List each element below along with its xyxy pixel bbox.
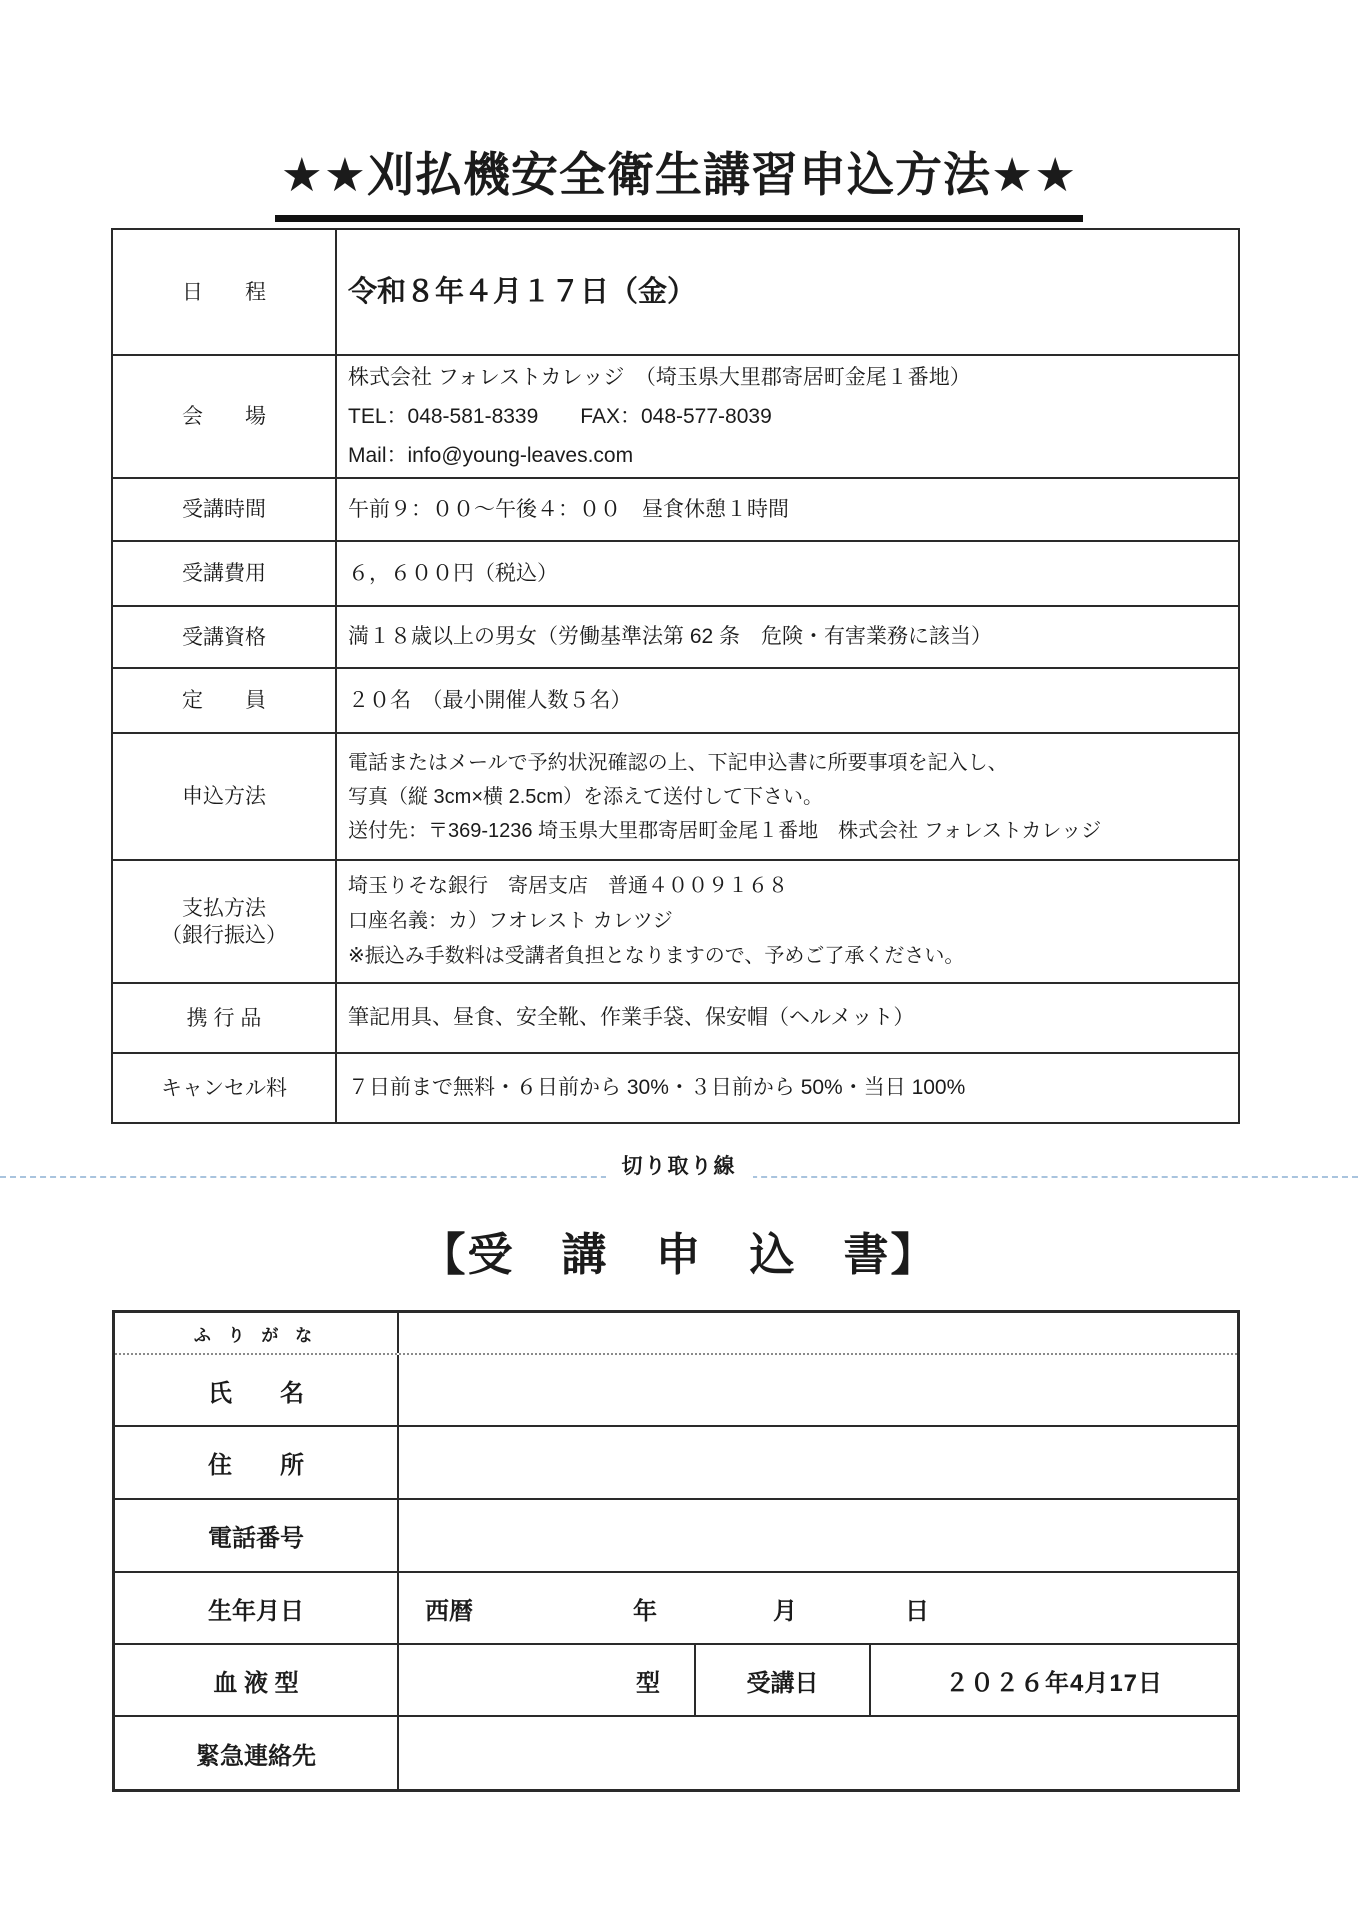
name-input-cell xyxy=(399,1355,1237,1425)
row-label-fee: 受講費用 xyxy=(113,542,337,605)
info-row-application xyxy=(113,732,1238,859)
venue-address: 株式会社 フォレストカレッジ （埼玉県大里郡寄居町金尾１番地） xyxy=(348,366,971,389)
info-row-hours xyxy=(113,477,1238,540)
info-row-fee xyxy=(113,540,1238,605)
row-value-hours: 午前９：００～午後４：００ 昼食休憩１時間 xyxy=(348,497,789,521)
bloodtype-suffix: 型 xyxy=(636,1669,660,1697)
cut-line-label-wrap xyxy=(0,1150,1358,1180)
birth-month-label: 月 xyxy=(773,1597,797,1625)
row-value-eligibility: 満１８歳以上の男女（労働基準法第 62 条 危険・有害業務に該当） xyxy=(348,625,993,648)
row-value-cancel-fee: ７日前まで無料・６日前から 30%・３日前から 50%・当日 100% xyxy=(348,1076,966,1099)
info-row-capacity xyxy=(113,667,1238,732)
row-value-payment xyxy=(337,861,1238,982)
venue-mail: Mail：info@young-leaves.com xyxy=(348,444,634,467)
row-label-schedule: 日 程 xyxy=(113,230,337,354)
phone-input-cell xyxy=(399,1500,1237,1571)
bloodtype-label: 血 液 型 xyxy=(115,1645,399,1715)
birthdate-label: 生年月日 xyxy=(115,1573,399,1643)
payment-label-line1: 支払方法 xyxy=(182,896,266,920)
info-row-schedule xyxy=(113,230,1238,354)
row-value-capacity: ２０名 （最小開催人数５名） xyxy=(348,688,632,712)
row-label-eligibility: 受講資格 xyxy=(113,607,337,667)
info-row-eligibility xyxy=(113,605,1238,667)
title-area xyxy=(0,138,1358,222)
emergency-input-cell xyxy=(399,1717,1237,1789)
form-row-phone xyxy=(115,1498,1237,1571)
furigana-label: ふ り が な xyxy=(115,1313,399,1353)
row-label-application: 申込方法 xyxy=(113,734,337,859)
row-value-venue xyxy=(337,356,1238,477)
phone-label: 電話番号 xyxy=(115,1500,399,1571)
application-form-table xyxy=(112,1310,1240,1792)
furigana-input-cell xyxy=(399,1313,1237,1353)
row-value-application xyxy=(337,734,1238,859)
form-row-name xyxy=(115,1355,1237,1425)
course-info-table xyxy=(111,228,1240,1124)
form-row-birthdate xyxy=(115,1571,1237,1643)
form-row-emergency xyxy=(115,1715,1237,1789)
payment-label-line2: （銀行振込） xyxy=(161,923,287,947)
payment-note: ※振込み手数料は受講者負担となりますので、予めご了承ください。 xyxy=(348,945,965,967)
row-label-cancel-fee: キャンセル料 xyxy=(113,1054,337,1122)
birth-era-label: 西暦 xyxy=(425,1597,473,1625)
venue-tel-fax: TEL：048-581-8339 FAX：048-577-8039 xyxy=(348,405,772,428)
form-row-bloodtype xyxy=(115,1643,1237,1715)
row-label-belongings: 携 行 品 xyxy=(113,984,337,1052)
bloodtype-input-cell xyxy=(399,1645,694,1715)
form-row-address xyxy=(115,1425,1237,1498)
row-value-fee: ６，６００円（税込） xyxy=(348,561,558,585)
form-row-furigana xyxy=(115,1313,1237,1355)
birth-year-label: 年 xyxy=(633,1597,657,1625)
info-row-venue xyxy=(113,354,1238,477)
row-label-hours: 受講時間 xyxy=(113,479,337,540)
birth-day-label: 日 xyxy=(905,1597,929,1625)
address-label: 住 所 xyxy=(115,1427,399,1498)
application-line1: 電話またはメールで予約状況確認の上、下記申込書に所要事項を記入し、 xyxy=(348,751,1008,774)
info-row-belongings xyxy=(113,982,1238,1052)
form-title-area xyxy=(0,1218,1358,1283)
name-label: 氏 名 xyxy=(115,1355,399,1425)
address-input-cell xyxy=(399,1427,1237,1498)
birthdate-input-cell xyxy=(399,1573,1237,1643)
course-date-label: 受講日 xyxy=(694,1645,871,1715)
row-value-schedule: 令和８年４月１７日（金） xyxy=(348,276,697,308)
cut-line-label: 切り取り線 xyxy=(606,1150,753,1180)
row-label-payment xyxy=(113,861,337,982)
payment-bank: 埼玉りそな銀行 寄居支店 普通４００９１６８ xyxy=(348,875,788,897)
course-date-value: ２０２６年4月17日 xyxy=(944,1669,1164,1697)
info-row-payment xyxy=(113,859,1238,982)
row-label-capacity: 定 員 xyxy=(113,669,337,732)
info-row-cancel-fee xyxy=(113,1052,1238,1122)
emergency-label: 緊急連絡先 xyxy=(115,1717,399,1789)
row-label-venue: 会 場 xyxy=(113,356,337,477)
application-line3: 送付先：〒369-1236 埼玉県大里郡寄居町金尾１番地 株式会社 フォレストカレッジ xyxy=(348,819,1102,842)
form-title: 【受 講 申 込 書】 xyxy=(420,1229,938,1280)
application-line2: 写真（縦 3cm×横 2.5cm）を添えて送付して下さい。 xyxy=(348,785,824,808)
row-value-belongings: 筆記用具、昼食、安全靴、作業手袋、保安帽（ヘルメット） xyxy=(348,1006,915,1029)
payment-account-name: 口座名義：カ）フオレスト カレツジ xyxy=(348,910,673,932)
page-title: ★★刈払機安全衛生講習申込方法★★ xyxy=(275,138,1084,222)
